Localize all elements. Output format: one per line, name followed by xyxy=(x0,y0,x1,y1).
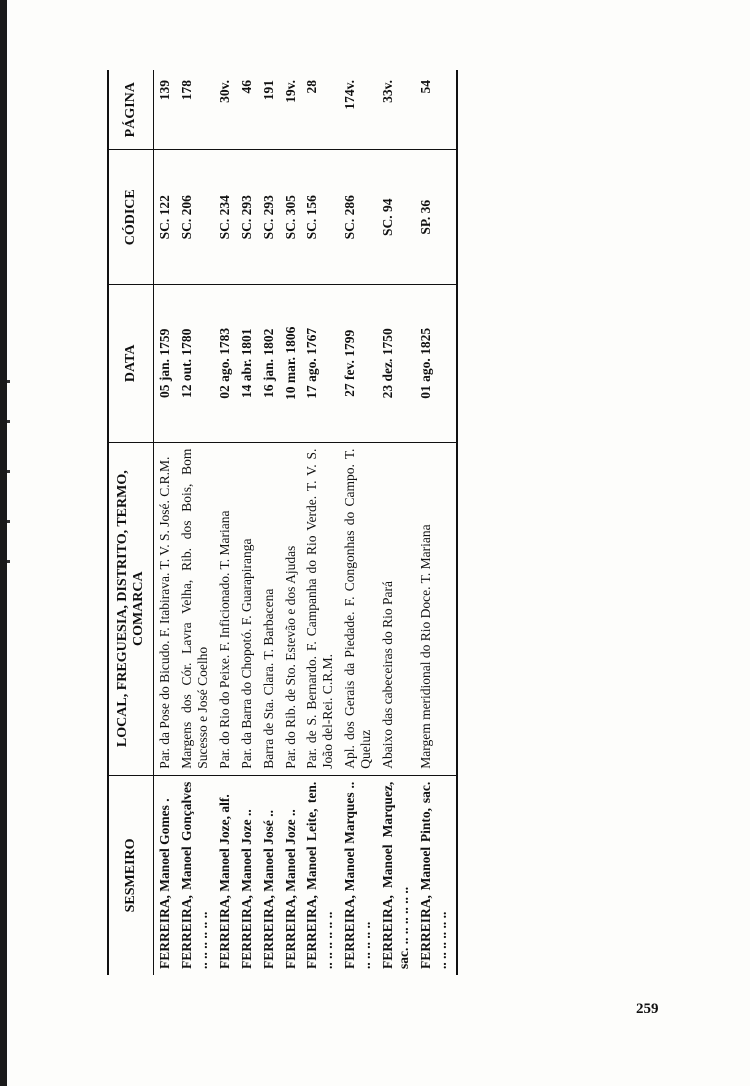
table-row xyxy=(214,70,236,975)
header-pagina: PÁGINA xyxy=(108,70,154,150)
cell-data: 17 ago. 1767 xyxy=(301,285,339,442)
table-row xyxy=(339,70,377,975)
cell-sesmeiro: FERREIRA, Manoel Joze, alf. xyxy=(216,794,232,969)
binding-mark xyxy=(7,470,10,473)
cell-local: Par. da Pose do Bicudo. F. Itabirava. T. V. S. José. C.R.M. xyxy=(154,442,176,775)
binding-mark xyxy=(7,420,10,423)
cell-pagina: 139 xyxy=(154,70,176,150)
cell-data: 02 ago. 1783 xyxy=(214,285,236,442)
binding-mark xyxy=(7,520,10,523)
cell-pagina: 178 xyxy=(176,70,214,150)
cell-pagina: 54 xyxy=(415,70,457,150)
cell-data: 23 dez. 1750 xyxy=(377,285,415,442)
table-row xyxy=(280,70,302,975)
cell-sesmeiro: FERREIRA, Manoel Joze .. xyxy=(238,809,254,969)
cell-sesmeiro: FERREIRA, Manoel Leite, ten. .. .. .. .. .. .. xyxy=(304,781,336,969)
cell-data: 16 jan. 1802 xyxy=(258,285,280,442)
cell-codice: SC. 94 xyxy=(377,150,415,285)
cell-local: Margem meridional do Rio Doce. T. Mariana xyxy=(415,442,457,775)
page-number: 259 xyxy=(636,1001,659,1017)
cell-sesmeiro: FERREIRA, Manoel Gomes . xyxy=(157,798,172,969)
cell-data: 05 jan. 1759 xyxy=(154,285,176,442)
cell-local: Margens dos Cór. Lavra Velha, Rib. dos Bois, Bom Sucesso e José Coelho xyxy=(176,442,214,775)
table-row xyxy=(236,70,258,975)
cell-codice: SC. 156 xyxy=(301,150,339,285)
cell-sesmeiro: FERREIRA, Manoel Gonçalves .. .. .. .. .. .. xyxy=(178,781,210,969)
cell-codice: SP. 36 xyxy=(415,150,457,285)
cell-codice: SC. 234 xyxy=(214,150,236,285)
cell-local: Par. do Rio do Peixe. F. Inficionado. T. Mariana xyxy=(214,442,236,775)
table-row xyxy=(415,70,457,975)
table-row xyxy=(154,70,176,975)
cell-data: 14 abr. 1801 xyxy=(236,285,258,442)
cell-sesmeiro: FERREIRA, Manoel Marques .. .. .. .. .. .. xyxy=(342,781,374,969)
cell-pagina: 174v. xyxy=(339,70,377,150)
sesmarias-table xyxy=(107,70,458,975)
cell-local: Par. de S. Bernardo. F. Campanha do Rio Verde. T. V. S. João del-Rei. C.R.M. xyxy=(301,442,339,775)
cell-codice: SC. 286 xyxy=(339,150,377,285)
cell-codice: SC. 305 xyxy=(280,150,302,285)
cell-data: 27 fev. 1799 xyxy=(339,285,377,442)
header-local: LOCAL, FREGUESIA, DISTRITO, TERMO, COMARCA xyxy=(108,442,154,775)
table-header-row xyxy=(108,70,154,975)
header-sesmeiro: SESMEIRO xyxy=(108,775,154,975)
cell-sesmeiro: FERREIRA, Manoel Pinto, sac. .. .. .. .. .. .. xyxy=(415,775,457,975)
table-row xyxy=(377,70,415,975)
cell-sesmeiro: FERREIRA, Manoel José .. xyxy=(260,810,276,969)
cell-local: Barra de Sta. Clara. T. Barbacena xyxy=(258,442,280,775)
cell-local: Apl. dos Gerais da Piedade. F. Congonhas do Campo. T. Queluz xyxy=(339,442,377,775)
cell-data: 12 out. 1780 xyxy=(176,285,214,442)
cell-local: Par. da Barra do Chopotó. F. Guarapiranga xyxy=(236,442,258,775)
cell-pagina: 46 xyxy=(236,70,258,150)
cell-pagina: 33v. xyxy=(377,70,415,150)
cell-data: 01 ago. 1825 xyxy=(415,285,457,442)
cell-sesmeiro: FERREIRA, Manoel Joze .. xyxy=(282,809,298,969)
cell-codice: SC. 122 xyxy=(154,150,176,285)
binding-mark xyxy=(7,380,10,383)
header-data: DATA xyxy=(108,285,154,442)
table-row xyxy=(301,70,339,975)
header-codice: CÓDICE xyxy=(108,150,154,285)
binding-mark xyxy=(7,560,10,563)
cell-pagina: 19v. xyxy=(280,70,302,150)
cell-codice: SC. 293 xyxy=(258,150,280,285)
cell-data: 10 mar. 1806 xyxy=(280,285,302,442)
rotated-table-container xyxy=(107,70,657,975)
cell-codice: SC. 206 xyxy=(176,150,214,285)
cell-codice: SC. 293 xyxy=(236,150,258,285)
page-binding-edge xyxy=(0,0,7,1086)
cell-local: Par. do Rib. de Sto. Estevão e dos Ajudas xyxy=(280,442,302,775)
cell-pagina: 191 xyxy=(258,70,280,150)
table-row xyxy=(176,70,214,975)
cell-pagina: 28 xyxy=(301,70,339,150)
cell-sesmeiro: FERREIRA, Manoel Marquez, sac. .. .. .. .. .. .. xyxy=(380,781,412,969)
table-row xyxy=(258,70,280,975)
cell-pagina: 30v. xyxy=(214,70,236,150)
cell-local: Abaixo das cabeceiras do Rio Pará xyxy=(377,442,415,775)
